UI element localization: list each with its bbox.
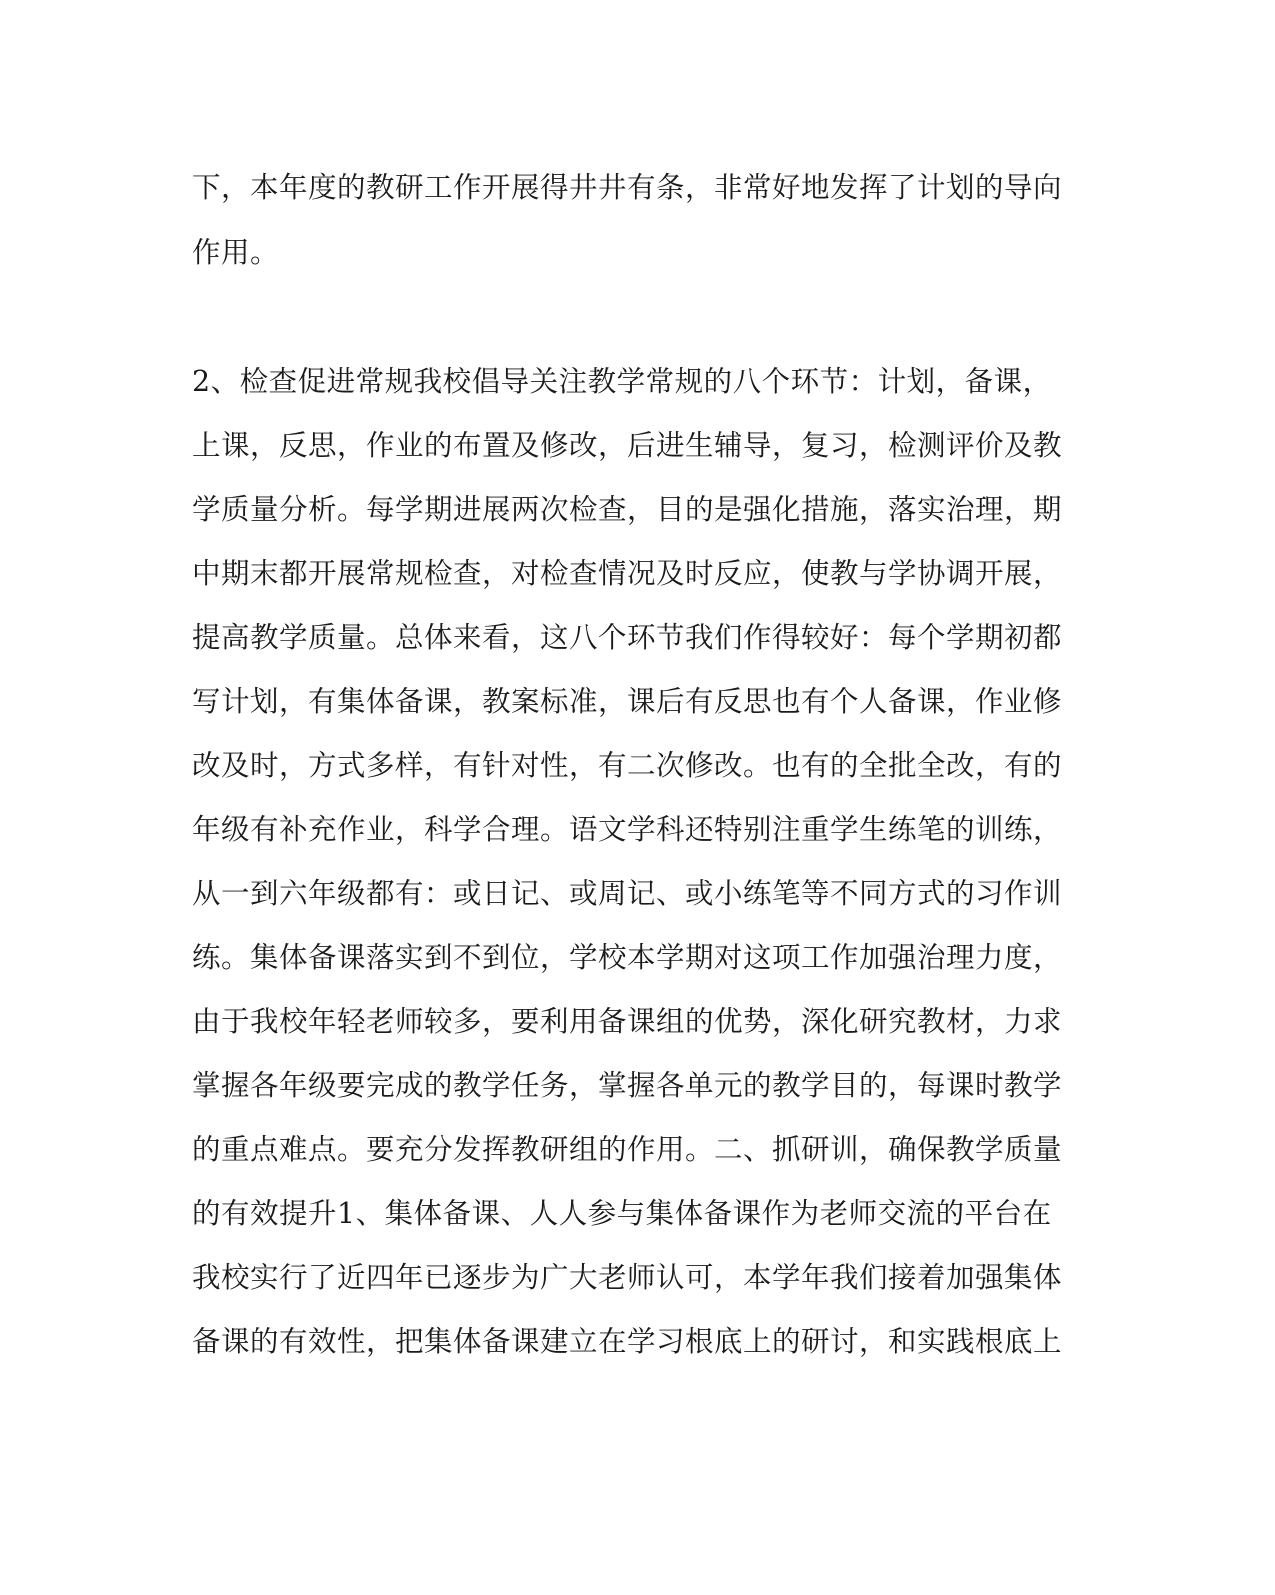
text-line: 掌握各年级要完成的教学任务，掌握各单元的教学目的，每课时教学 xyxy=(192,1069,1063,1102)
text-line: 提高教学质量。总体来看，这八个环节我们作得较好：每个学期初都 xyxy=(192,621,1063,654)
text-line: 练。集体备课落实到不到位，学校本学期对这项工作加强治理力度， xyxy=(192,941,1063,974)
text-line: 下，本年度的教研工作开展得井井有条，非常好地发挥了计划的导向 xyxy=(192,171,1063,204)
text-line: 由于我校年轻老师较多，要利用备课组的优势，深化研究教材，力求 xyxy=(192,1005,1063,1038)
text-line: 作用。 xyxy=(192,236,280,269)
text-line: 2、检查促进常规我校倡导关注教学常规的八个环节：计划，备课， xyxy=(192,365,1052,398)
text-line: 从一到六年级都有：或日记、或周记、或小练笔等不同方式的习作训 xyxy=(192,877,1063,910)
text-line: 年级有补充作业，科学合理。语文学科还特别注重学生练笔的训练， xyxy=(192,813,1063,846)
text-line: 的重点难点。要充分发挥教研组的作用。二、抓研训，确保教学质量 xyxy=(192,1133,1063,1166)
text-line: 写计划，有集体备课，教案标准，课后有反思也有个人备课，作业修 xyxy=(192,685,1063,718)
text-line: 上课，反思，作业的布置及修改，后进生辅导，复习，检测评价及教 xyxy=(192,429,1063,462)
text-line: 学质量分析。每学期进展两次检查，目的是强化措施，落实治理，期 xyxy=(192,493,1063,526)
text-line: 改及时，方式多样，有针对性，有二次修改。也有的全批全改，有的 xyxy=(192,749,1063,782)
text-line: 中期末都开展常规检查，对检查情况及时反应，使教与学协调开展， xyxy=(192,557,1063,590)
text-line: 备课的有效性，把集体备课建立在学习根底上的研讨，和实践根底上 xyxy=(192,1325,1063,1358)
text-line: 我校实行了近四年已逐步为广大老师认可，本学年我们接着加强集体 xyxy=(192,1261,1063,1294)
text-line: 的有效提升1、集体备课、人人参与集体备课作为老师交流的平台在 xyxy=(192,1197,1052,1230)
